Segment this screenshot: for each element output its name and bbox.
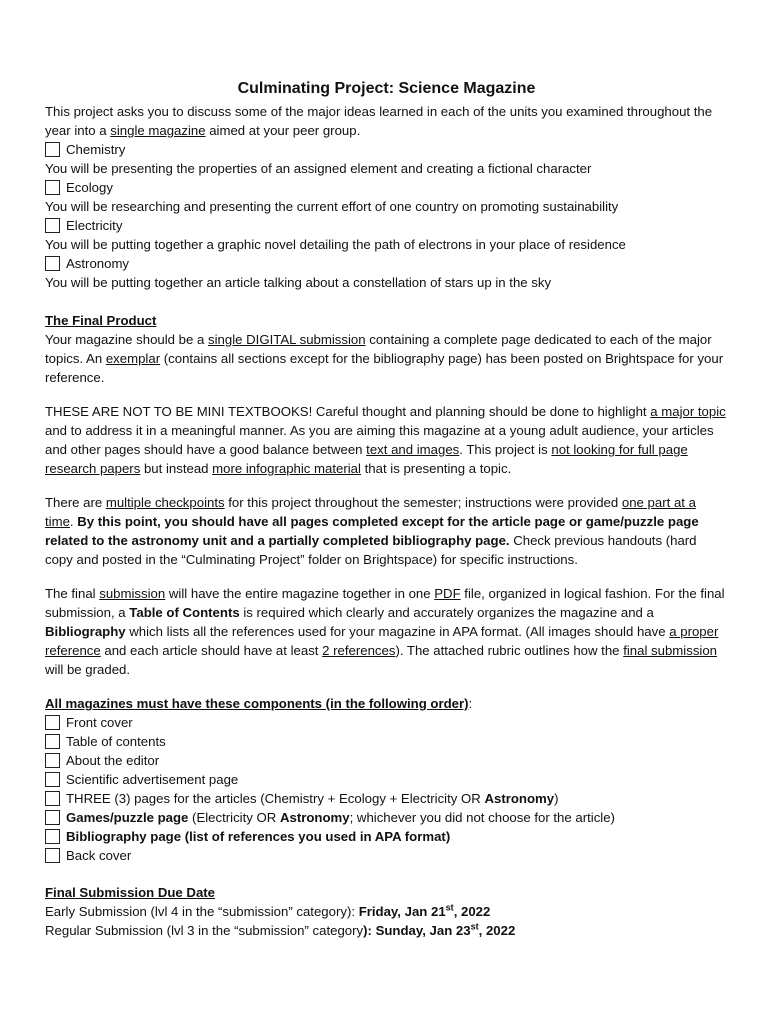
regular-submission-line [45, 921, 728, 940]
underlined-text: a major topic [650, 404, 726, 419]
checkbox[interactable] [45, 753, 60, 768]
underlined-text: single DIGITAL submission [208, 332, 366, 347]
checkbox[interactable] [45, 715, 60, 730]
component-row-games-puzzle[interactable] [45, 808, 728, 827]
intro-text: This project asks you to discuss some of the major ideas learned in each of the units you examined throughout the year into a [45, 104, 713, 138]
unit-name: Ecology [66, 180, 113, 195]
component-row-back-cover[interactable] [45, 846, 728, 865]
components-heading [45, 694, 728, 713]
text: ; whichever you did not choose for the article) [349, 810, 615, 825]
bold-text: ): [363, 923, 376, 938]
text: THREE (3) pages for the articles (Chemistry + Ecology + Electricity OR [66, 791, 485, 806]
bold-text: Astronomy [484, 791, 555, 806]
intro-underline-single-magazine: single magazine [110, 123, 206, 138]
text: (contains all sections except for the bibliography page) has been posted on Brightspace for your reference. [45, 351, 724, 385]
unit-description: You will be presenting the properties of an assigned element and creating a fictional character [45, 161, 592, 176]
component-row-advertisement[interactable] [45, 770, 728, 789]
underlined-text: more infographic material [212, 461, 361, 476]
checkbox[interactable] [45, 829, 60, 844]
final-product-paragraph-1 [45, 330, 728, 387]
checkbox[interactable] [45, 218, 60, 233]
text: Regular Submission (lvl 3 in the “submission” category [45, 923, 364, 938]
checkbox[interactable] [45, 180, 60, 195]
text: (Electricity OR [188, 810, 280, 825]
early-submission-line [45, 902, 728, 921]
checkbox[interactable] [45, 772, 60, 787]
text: Friday, Jan 21 [358, 904, 446, 919]
underlined-text: 2 references [322, 643, 396, 658]
underlined-text: a proper reference [45, 624, 719, 658]
text: , 2022 [453, 904, 491, 919]
checkbox[interactable] [45, 142, 60, 157]
unit-list [45, 140, 728, 292]
unit-checkbox-row-electricity[interactable] [45, 216, 728, 235]
unit-checkbox-row-ecology[interactable] [45, 178, 728, 197]
bold-text: Table of Contents [129, 605, 240, 620]
text: ) [554, 791, 559, 806]
component-row-about-editor[interactable] [45, 751, 728, 770]
underlined-text: submission [99, 586, 166, 601]
underlined-text: exemplar [105, 351, 161, 366]
final-product-paragraph-3 [45, 493, 728, 569]
unit-checkbox-row-astronomy[interactable] [45, 254, 728, 273]
unit-name: Astronomy [66, 256, 130, 271]
text: is required which clearly and accurately organizes the magazine and a [239, 605, 654, 620]
component-label: Back cover [66, 848, 132, 863]
underlined-text: one part at a time [45, 495, 696, 529]
text: Check previous handouts (hard copy and posted in the “Culminating Project” folder on Brightspace) for specific instructions. [45, 533, 697, 567]
component-label: About the editor [66, 753, 160, 768]
text: THESE ARE NOT TO BE MINI TEXTBOOKS! Careful thought and planning should be done to highlight [45, 404, 651, 419]
components-checklist [45, 713, 728, 865]
early-date [359, 904, 491, 919]
component-label: Table of contents [66, 734, 166, 749]
text: Early Submission (lvl 4 in the “submission” category): [45, 904, 359, 919]
underlined-text: not looking for full page research papers [45, 442, 688, 476]
component-row-front-cover[interactable] [45, 713, 728, 732]
text: Sunday, Jan 23 [375, 923, 471, 938]
text: which lists all the references used for your magazine in APA format. (All images should have [125, 624, 670, 639]
ordinal-suffix: st [445, 902, 454, 913]
text: There are [45, 495, 106, 510]
unit-checkbox-row-chemistry[interactable] [45, 140, 728, 159]
final-product-heading: The Final Product [45, 313, 157, 328]
text: and each article should have at least [100, 643, 323, 658]
underlined-text: text and images [366, 442, 460, 457]
component-row-bibliography[interactable] [45, 827, 728, 846]
text: containing a complete page dedicated to each of the major topics. An [45, 332, 712, 366]
bold-text: Bibliography [45, 624, 126, 639]
underlined-text: PDF [434, 586, 461, 601]
final-product-paragraph-2 [45, 402, 728, 478]
checkbox[interactable] [45, 734, 60, 749]
text: , 2022 [478, 923, 516, 938]
bold-text: By this point, you should have all pages completed except for the article page or game/puzzle page related to the astronomy unit and a partially completed bibliography page. [45, 514, 699, 548]
ordinal-suffix: st [470, 921, 479, 932]
unit-name: Electricity [66, 218, 123, 233]
unit-name: Chemistry [66, 142, 126, 157]
text: for this project throughout the semester; instructions were provided [224, 495, 622, 510]
text: . [69, 514, 78, 529]
components-heading-text: All magazines must have these components (in the following order) [45, 696, 469, 711]
text: The final [45, 586, 100, 601]
text: that is presenting a topic. [360, 461, 512, 476]
text: : [468, 696, 473, 711]
checkbox[interactable] [45, 256, 60, 271]
intro-text-end: aimed at your peer group. [205, 123, 361, 138]
component-row-articles[interactable] [45, 789, 728, 808]
final-product-paragraph-4 [45, 584, 728, 679]
unit-description: You will be putting together an article talking about a constellation of stars up in the sky [45, 275, 552, 290]
underlined-text: multiple checkpoints [105, 495, 225, 510]
text: ). The attached rubric outlines how the [395, 643, 624, 658]
text: Your magazine should be a [45, 332, 209, 347]
text: file, organized in logical fashion. For the final submission, a [45, 586, 725, 620]
text: . This project is [459, 442, 552, 457]
text: will be graded. [45, 662, 131, 677]
component-row-table-of-contents[interactable] [45, 732, 728, 751]
bold-text: Astronomy [279, 810, 350, 825]
underlined-text: final submission [623, 643, 718, 658]
text: will have the entire magazine together in one [165, 586, 435, 601]
component-label: Front cover [66, 715, 133, 730]
page-title: Culminating Project: Science Magazine [237, 80, 536, 97]
component-label [66, 789, 558, 808]
bold-text: Games/puzzle page [66, 810, 189, 825]
unit-description: You will be putting together a graphic novel detailing the path of electrons in your place of residence [45, 237, 626, 252]
checkbox[interactable] [45, 848, 60, 863]
text: but instead [140, 461, 213, 476]
intro-paragraph [45, 102, 728, 140]
component-label [66, 808, 615, 827]
checkbox[interactable] [45, 791, 60, 806]
component-label: Scientific advertisement page [66, 772, 239, 787]
regular-date [376, 923, 516, 938]
text: and to address it in a meaningful manner. As you are aiming this magazine at a young adult audience, your articles and other pages should have a good balance between [45, 423, 714, 457]
checkbox[interactable] [45, 810, 60, 825]
unit-description: You will be researching and presenting the current effort of one country on promoting sustainability [45, 199, 619, 214]
due-date-heading: Final Submission Due Date [45, 885, 216, 900]
component-label: Bibliography page (list of references you used in APA format) [66, 829, 451, 844]
